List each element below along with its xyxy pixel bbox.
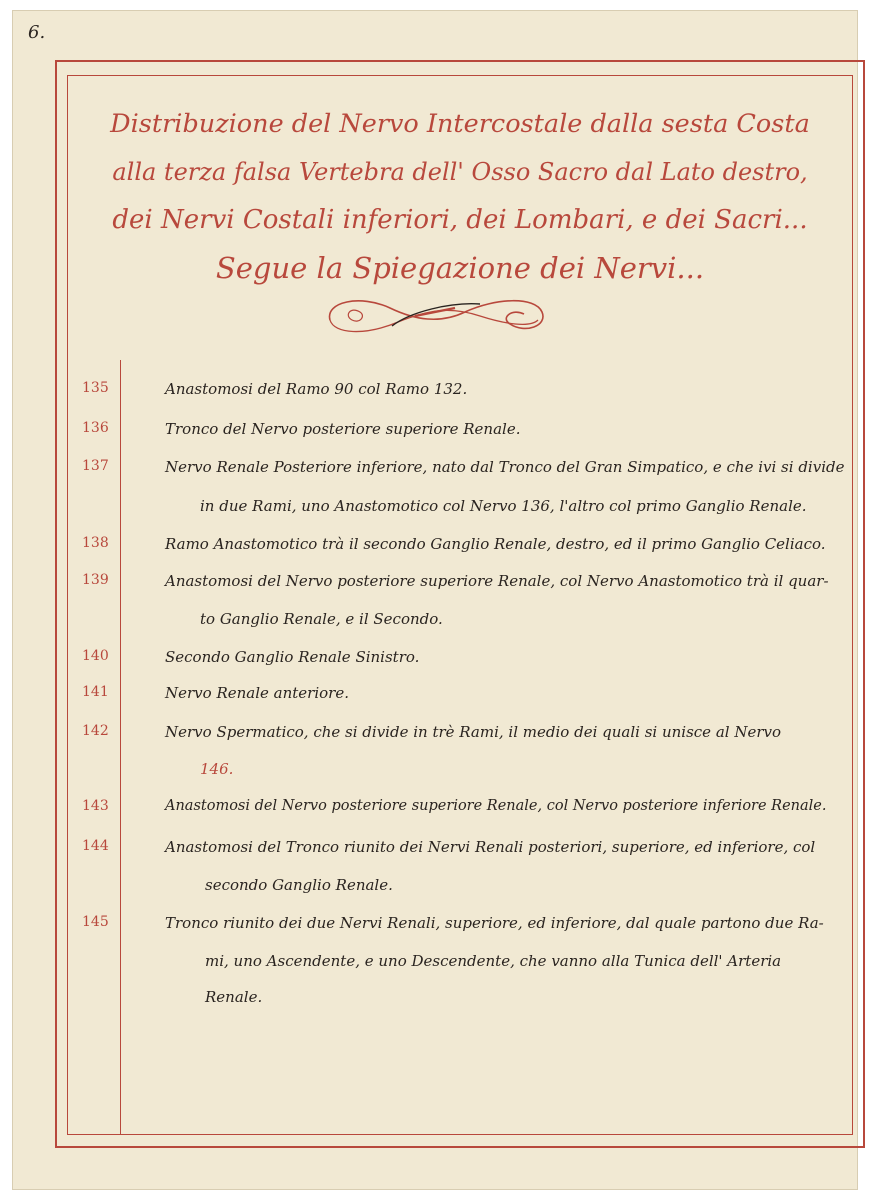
entry-text: Secondo Ganglio Renale Sinistro. (165, 648, 420, 666)
entry-text: Anastomosi del Ramo 90 col Ramo 132. (165, 380, 468, 398)
entry-text: Nervo Spermatico, che si divide in trè Rami, il medio dei quali si unisce al Nervo (165, 723, 782, 741)
entry-number: 141 (82, 684, 109, 700)
entry-text: Nervo Renale Posteriore inferiore, nato dal Tronco del Gran Simpatico, e che ivi si divide (165, 458, 845, 476)
title-line: alla terza falsa Vertebra dell' Osso Sacro dal Lato destro, (112, 158, 808, 186)
entry-number: 143 (82, 798, 109, 814)
entry-number: 144 (82, 838, 109, 854)
title-line: Distribuzione del Nervo Intercostale dalla sesta Costa (110, 109, 810, 139)
entry-text: to Ganglio Renale, e il Secondo. (200, 610, 443, 628)
entry-number: 142 (82, 723, 109, 739)
calligraphic-flourish-ornament (320, 282, 550, 342)
entry-text: in due Rami, uno Anastomotico col Nervo 136, l'altro col primo Ganglio Renale. (200, 497, 807, 515)
entry-number: 138 (82, 535, 109, 551)
entry-text: Renale. (205, 988, 263, 1006)
entry-number: 139 (82, 572, 109, 588)
entry-number: 137 (82, 458, 109, 474)
title-line: dei Nervi Costali inferiori, dei Lombari, e dei Sacri... (112, 205, 808, 235)
entry-text: mi, uno Ascendente, e uno Descendente, che vanno alla Tunica dell' Arteria (205, 952, 782, 970)
entry-text: Anastomosi del Nervo posteriore superiore Renale, col Nervo Anastomotico trà il quar- (165, 572, 829, 590)
entry-text: Nervo Renale anteriore. (165, 684, 349, 702)
margin-rule (120, 360, 121, 1135)
entry-text: secondo Ganglio Renale. (205, 876, 393, 894)
page-title (110, 100, 810, 292)
page-number: 6. (28, 22, 46, 43)
entry-number: 136 (82, 420, 109, 436)
entry-text: Tronco riunito dei due Nervi Renali, superiore, ed inferiore, dal quale partono due Ra- (165, 914, 824, 932)
entry-number: 145 (82, 914, 109, 930)
entry-text: 146. (200, 760, 234, 778)
title-line: Segue la Spiegazione dei Nervi... (215, 251, 705, 285)
entry-number: 135 (82, 380, 109, 396)
entry-text: Anastomosi del Nervo posteriore superiore Renale, col Nervo posteriore inferiore Renale. (165, 798, 827, 814)
entry-text: Tronco del Nervo posteriore superiore Renale. (165, 420, 521, 438)
entry-text: Anastomosi del Tronco riunito dei Nervi Renali posteriori, superiore, ed inferiore, col (165, 838, 816, 856)
entry-number: 140 (82, 648, 109, 664)
entry-text: Ramo Anastomotico trà il secondo Ganglio Renale, destro, ed il primo Ganglio Celiaco. (165, 535, 826, 553)
